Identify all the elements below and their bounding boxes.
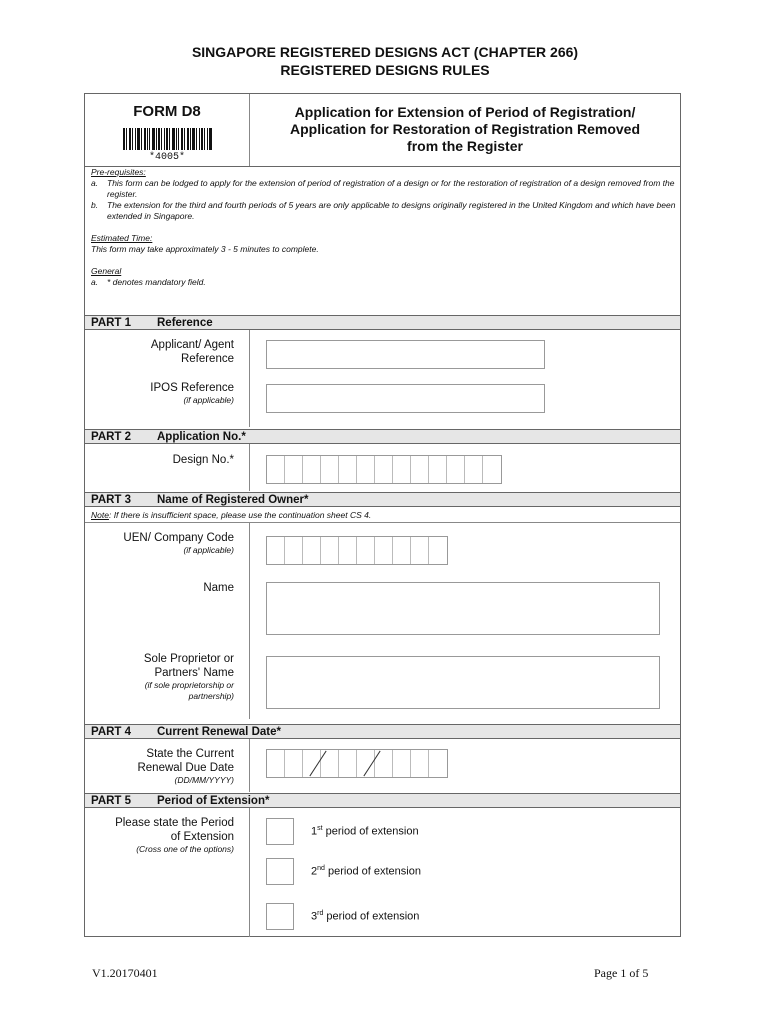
label-hint: (if applicable): [183, 545, 234, 555]
applicant-ref-input[interactable]: [266, 340, 545, 369]
part-title: Application No.*: [157, 431, 246, 443]
option-2-checkbox[interactable]: [266, 858, 294, 885]
label-line: Please state the Period: [115, 817, 234, 829]
label-line: Applicant/ Agent: [150, 339, 234, 351]
form-title-line: from the Register: [407, 138, 523, 154]
part-title: Reference: [157, 317, 213, 329]
option-suffix: st: [317, 825, 323, 832]
list-marker: a.: [91, 277, 99, 287]
part-number: PART 3: [91, 494, 132, 506]
part4-header: [85, 724, 680, 739]
list-marker: a.: [91, 178, 99, 188]
page-number: Page 1 of 5: [594, 966, 649, 980]
label-hint: (if sole proprietorship or: [144, 680, 234, 690]
part5-header: [85, 793, 680, 808]
option-3-label: [311, 910, 419, 923]
part3-note: [91, 510, 371, 521]
column-divider: [249, 444, 250, 491]
form-title: [255, 104, 675, 155]
label-hint: (Cross one of the options): [136, 844, 234, 854]
design-no-input[interactable]: [266, 455, 502, 484]
document-subheading: REGISTERED DESIGNS RULES: [280, 62, 490, 78]
time-heading: Estimated Time:: [91, 233, 153, 243]
instructions: [91, 167, 676, 288]
applicant-ref-label: [151, 338, 234, 366]
option-suffix: rd: [317, 910, 324, 917]
prereq-heading: Pre-requisites:: [91, 167, 146, 177]
title-divider: [249, 94, 250, 166]
owner-name-input[interactable]: [266, 582, 660, 635]
option-ordinal: 1: [311, 825, 318, 838]
label-hint: (DD/MM/YYYY): [174, 775, 234, 785]
form-number: FORM D8: [133, 103, 201, 120]
label-line: Sole Proprietor or: [143, 653, 234, 665]
part-number: PART 5: [91, 795, 132, 807]
general-item: [91, 277, 676, 288]
part3-header: [85, 492, 680, 507]
option-suffix: nd: [317, 865, 325, 872]
option-ordinal: 3: [311, 910, 318, 923]
ipos-ref-input[interactable]: [266, 384, 545, 413]
option-1-label: [311, 825, 419, 838]
time-text: This form may take approximately 3 - 5 minutes to complete.: [91, 244, 319, 254]
column-divider: [249, 330, 250, 427]
part-number: PART 4: [91, 726, 132, 738]
renewal-date-label: [137, 747, 234, 786]
form-title-line: Application for Extension of Period of Registration/: [294, 104, 636, 120]
version-label: V1.20170401: [92, 966, 158, 980]
prereq-item: [91, 200, 676, 222]
note-separator: [85, 522, 680, 523]
part2-header: [85, 429, 680, 444]
column-divider: [249, 808, 250, 937]
column-divider: [249, 739, 250, 792]
sole-proprietor-label: [144, 652, 234, 702]
part1-header: [85, 315, 680, 330]
form-title-line: Application for Restoration of Registration Removed: [289, 121, 641, 137]
uen-input[interactable]: [266, 536, 448, 565]
label-line: State the Current: [146, 748, 234, 760]
label-line: of Extension: [170, 831, 234, 843]
option-2-label: [311, 865, 421, 878]
list-marker: b.: [91, 200, 99, 210]
option-text: period of extension: [323, 910, 420, 923]
note-text: : If there is insufficient space, please use the continuation sheet CS 4.: [108, 510, 372, 520]
option-1-checkbox[interactable]: [266, 818, 294, 845]
option-3-checkbox[interactable]: [266, 903, 294, 930]
note-label: Note: [91, 510, 109, 520]
label-line: IPOS Reference: [150, 382, 234, 394]
label-line: Reference: [180, 353, 234, 365]
general-heading: General: [91, 266, 122, 276]
option-text: period of extension: [324, 865, 421, 878]
part-title: Name of Registered Owner*: [157, 494, 309, 506]
barcode-text: *4005*: [148, 152, 185, 163]
form-frame: [84, 93, 681, 937]
part-number: PART 1: [91, 317, 132, 329]
owner-name-label: Name: [203, 582, 234, 594]
label-hint: partnership): [188, 691, 234, 701]
ipos-ref-label: [150, 381, 234, 406]
part-title: Period of Extension*: [157, 795, 270, 807]
document-heading: SINGAPORE REGISTERED DESIGNS ACT (CHAPTER 266): [191, 44, 579, 60]
part-title: Current Renewal Date*: [157, 726, 281, 738]
prereq-item: [91, 178, 676, 200]
prereq-text: This form can be lodged to apply for the extension of period of registration of a design or for the restoration of registration of a design removed from the register.: [107, 178, 675, 199]
design-no-label: Design No.*: [172, 454, 234, 466]
label-line: Renewal Due Date: [137, 762, 234, 774]
column-divider: [249, 523, 250, 719]
label-line: Partners' Name: [154, 667, 234, 679]
general-text: * denotes mandatory field.: [107, 277, 206, 287]
label-hint: (if applicable): [183, 395, 234, 405]
prereq-text: The extension for the third and fourth periods of 5 years are only applicable to designs originally registered in the United Kingdom and which have been extended in Singapore.: [107, 200, 676, 221]
label-line: UEN/ Company Code: [123, 532, 234, 544]
extension-period-label: [115, 816, 234, 855]
renewal-date-input[interactable]: [266, 749, 448, 778]
part-number: PART 2: [91, 431, 132, 443]
uen-label: [123, 531, 234, 556]
option-ordinal: 2: [311, 865, 318, 878]
option-text: period of extension: [322, 825, 419, 838]
barcode: [123, 128, 213, 150]
sole-proprietor-input[interactable]: [266, 656, 660, 709]
